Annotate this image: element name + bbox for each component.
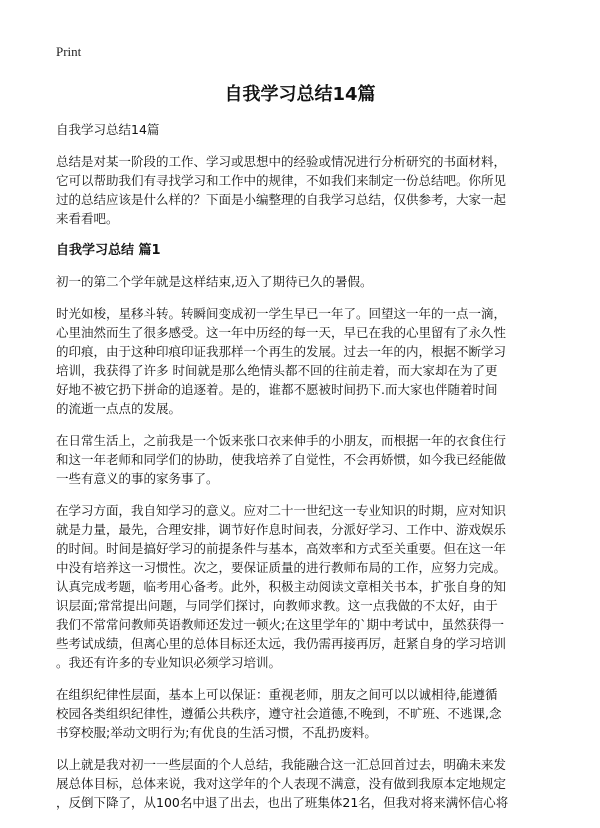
body-paragraph-4: 在学习方面，我自知学习的意义。应对二十一世纪这一专业知识的时期，应对知识 就是力量，最先，合理安排，调节好作息时间表，分派好学习、工作中、游戏娱乐 的时间。时间是搞好学习的前提条件与基本，高效率和方式至关重要。但在这一年 中没有培养这一习惯性。次之，要保证质量的进行教师布局的工作，应努力完成。 认真完成考题，临考用心备考。此外，积极主动阅读文章相关书本，扩张自身的知 识层面;常常提出问题，与同学们探讨，向教师求教。这一点我做的不太好，由于 我们不常常问教师英语教师还发过一顿火;在这里学年的`期中考试中，虽然获得一 些考试成绩，但离心里的总体目标还太远，我仍需再接再厉，赶紧自身的学习培训 。我还有许多的专业知识必须学习培训。 [56, 503, 507, 670]
body-paragraph-3: 在日常生活上，之前我是一个饭来张口衣来伸手的小朋友，而根据一年的衣食住行 和这一年老师和同学们的协助，使我培养了自觉性，不会再娇惯，如今我已经能做 一些有意义的事的家务事了。 [56, 433, 507, 486]
print-link[interactable]: Print [56, 44, 82, 59]
intro-paragraph: 总结是对某一阶段的工作、学习或思想中的经验或情况进行分析研究的书面材料， 它可以帮助我们有寻找学习和工作中的规律，不如我们来制定一份总结吧。你所见 过的总结应该是什么样的？下面是小编整理的自我学习总结，仅供参考，大家一起 来看看吧。 [56, 154, 507, 226]
body-paragraph-5: 在组织纪律性层面，基本上可以保证：重视老师，朋友之间可以以诚相待,能遵循 校园各类组织纪律性，遵循公共秩序，遵守社会道德,不晚到，不旷班、不逃课,念 书穿校服;举动文明行为;有优良的生活习惯，不乱扔废料。 [56, 687, 502, 740]
body-paragraph-6: 以上就是我对初一一些层面的个人总结，我能融合这一汇总回首过去，明确未来发 展总体目标，总体来说，我对这学年的个人表现不满意，没有做到我原本定地规定 ，反倒下降了，从100名中退了出去，也出了班集体21名，但我对将来满怀信心将 [56, 757, 509, 810]
body-paragraph-2: 时光如梭，星移斗转。转瞬间变成初一学生早已一年了。回望这一年的一点一滴， 心里油然而生了很多感受。这一年中历经的每一天，早已在我的心里留有了永久性 的印痕，由于这种印痕印证我那样一个再生的发展。过去一年的内，根据不断学习 培训，我获得了许多 时间就是那么绝情头都不回的往前走着，而大家却在为了更 好地不被它扔下拼命的追逐着。是的，谁都不愿被时间扔下.而大家也伴随着时间 的流逝一点点的发展。 [56, 306, 507, 416]
page-title: 自我学习总结14篇 [224, 84, 376, 105]
document-subtitle: 自我学习总结14篇 [56, 122, 160, 137]
document-body [56, 152, 548, 825]
section-heading: 自我学习总结 篇1 [56, 243, 161, 258]
body-paragraph-1: 初一的第二个学年就是这样结束,迈入了期待已久的暑假。 [56, 274, 373, 289]
